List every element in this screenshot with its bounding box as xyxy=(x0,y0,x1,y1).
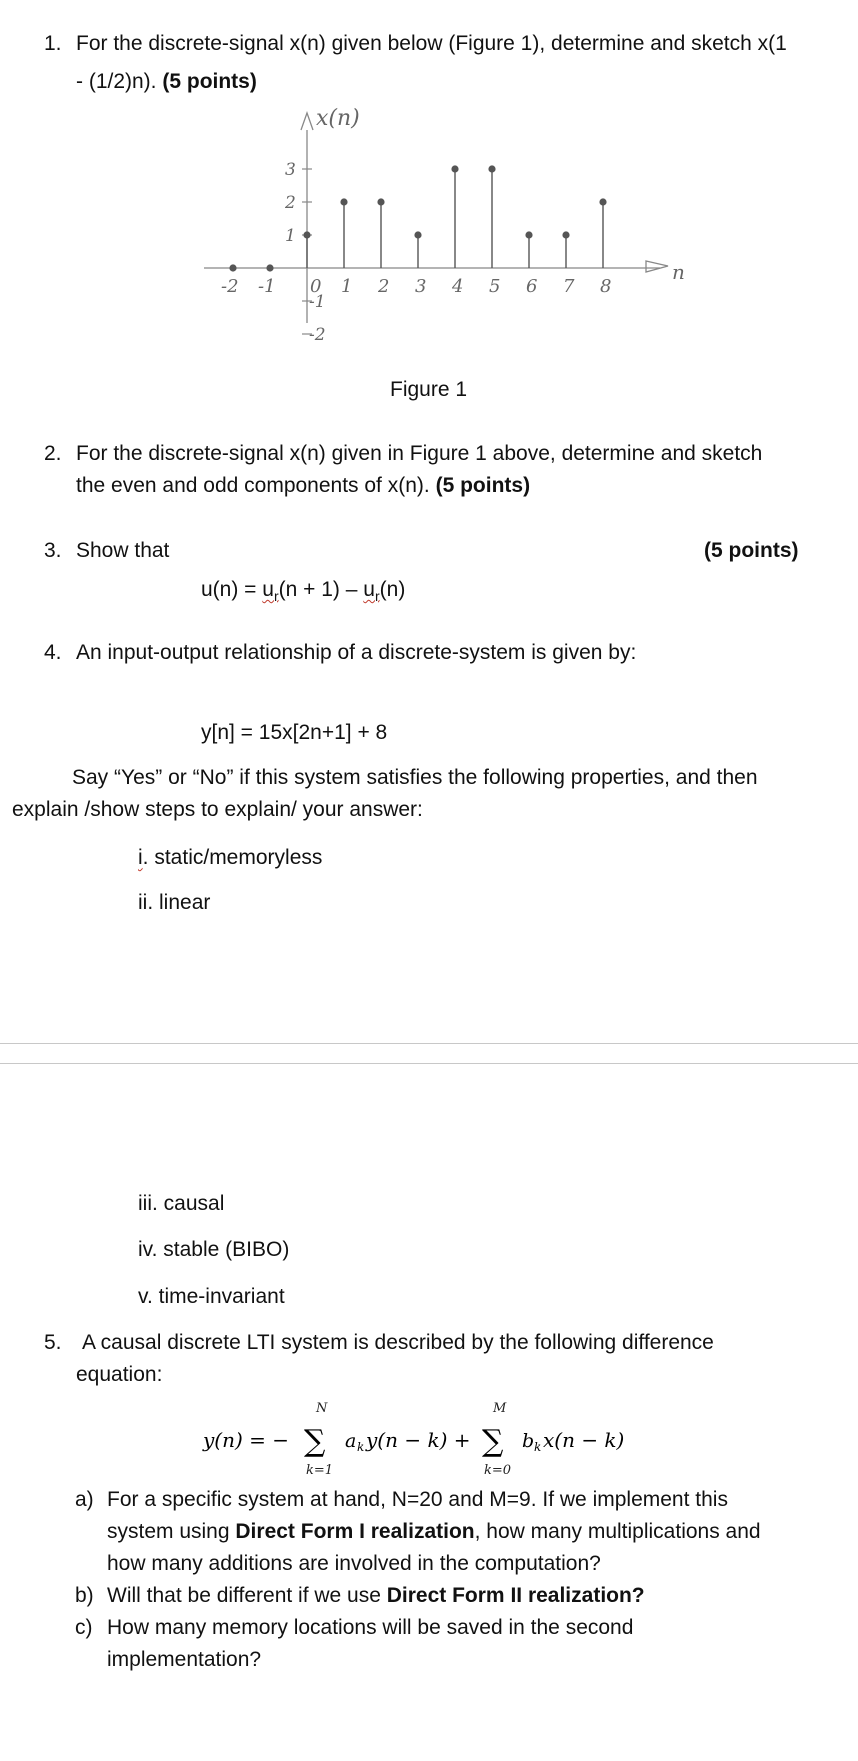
eq-term2-sub: k xyxy=(534,1440,542,1454)
q3-eq-sub1: r xyxy=(273,588,279,605)
eq-term2-rest: x(n − k) xyxy=(543,1428,625,1452)
q5a-text-line1: For a specific system at hand, N=20 and M=9. If we implement this xyxy=(107,1488,728,1511)
q4-say-line1: Say “Yes” or “No” if this system satisfies the following properties, and then xyxy=(72,766,758,789)
q3-number: 3. xyxy=(44,539,62,562)
q4-prop-v: v. time-invariant xyxy=(138,1285,285,1308)
y-tick-label: 2 xyxy=(285,193,296,213)
page-break-bottom-rule xyxy=(0,1063,858,1064)
eq-sigma-1: ∑ xyxy=(304,1424,326,1459)
q2-points: (5 points) xyxy=(435,474,531,497)
figure-1-signal-plot xyxy=(190,95,730,370)
x-tick-label: 2 xyxy=(378,276,390,297)
eq-term2-b: b xyxy=(522,1430,535,1452)
signal-sample-dot xyxy=(340,198,347,205)
signal-sample-dot xyxy=(451,165,458,172)
q2-text-line2: the even and odd components of x(n). xyxy=(76,474,436,497)
q5c-text-line1: How many memory locations will be saved in the second xyxy=(107,1616,634,1639)
q3-eq-ur-2 xyxy=(363,578,380,605)
q3-eq-u1: u xyxy=(262,578,274,601)
q1-text-line1: For the discrete-signal x(n) given below (Figure 1), determine and sketch x(1 xyxy=(76,32,787,55)
q4-prop-i xyxy=(138,842,322,874)
eq-sum1-lower: k=1 xyxy=(306,1463,334,1478)
y-tick-group xyxy=(284,160,326,345)
q3-eq-c: (n + 1) – xyxy=(278,578,364,601)
x-tick-label: 4 xyxy=(452,276,464,297)
q5b-pre: Will that be different if we use xyxy=(107,1584,387,1607)
x-tick-label: 3 xyxy=(415,276,427,297)
q3-eq-sub2: r xyxy=(374,588,380,605)
q5-number: 5. xyxy=(44,1331,62,1354)
q5b-bold: Direct Form II realization? xyxy=(386,1584,645,1607)
q5c-line1 xyxy=(75,1612,633,1644)
q2-line1 xyxy=(44,438,762,470)
signal-stems xyxy=(229,165,606,271)
figure-caption: Figure 1 xyxy=(390,378,468,401)
q5a-line2-pre: system using xyxy=(107,1520,236,1543)
hand-label-xn: x(n) xyxy=(316,106,360,131)
x-tick-label: 8 xyxy=(600,276,612,297)
q3-line xyxy=(44,535,169,567)
q4-prop-i-text: . static/memoryless xyxy=(142,846,323,869)
q2-number: 2. xyxy=(44,442,62,465)
x-tick-label: -1 xyxy=(258,276,276,297)
q1-line2 xyxy=(76,66,257,98)
axis-var-n: n xyxy=(672,260,685,284)
eq-sum1-upper: N xyxy=(316,1401,328,1416)
x-tick-group xyxy=(221,276,611,297)
x-tick-label: 6 xyxy=(526,276,538,297)
signal-sample-dot xyxy=(599,198,606,205)
q5a-line2 xyxy=(107,1516,761,1548)
q3-eq-e: (n) xyxy=(379,578,406,601)
q5a-line1 xyxy=(75,1484,728,1516)
x-tick-label: 5 xyxy=(489,276,501,297)
q5a-label: a) xyxy=(75,1488,94,1511)
eq-sum2-lower: k=0 xyxy=(484,1463,512,1478)
q3-eq-a: u(n) = xyxy=(201,578,263,601)
y-tick-label: -1 xyxy=(309,292,326,312)
eq-lhs: y(n) = − xyxy=(203,1428,290,1452)
difference-equation xyxy=(195,1396,655,1480)
q4-prop-iv: iv. stable (BIBO) xyxy=(138,1238,290,1261)
q4-equation: y[n] = 15x[2n+1] + 8 xyxy=(201,721,388,744)
q5-text-line1: A causal discrete LTI system is described by the following difference xyxy=(82,1331,714,1354)
q5a-line2-bold: Direct Form I realization xyxy=(235,1520,475,1543)
x-tick-label: 0 xyxy=(310,276,322,297)
q2-line2 xyxy=(76,470,530,502)
q3-points xyxy=(704,535,799,567)
q2-text-line1: For the discrete-signal x(n) given in Figure 1 above, determine and sketch xyxy=(76,442,763,465)
q3-text: Show that xyxy=(76,539,170,562)
eq-term1-rest: y(n − k) + xyxy=(366,1428,471,1452)
q4-prop-iii: iii. causal xyxy=(138,1192,225,1215)
q5a-line3: how many additions are involved in the computation? xyxy=(107,1552,601,1575)
q5c-label: c) xyxy=(75,1616,93,1639)
q1-text-line2: - (1/2)n). xyxy=(76,70,163,93)
x-tick-label: -2 xyxy=(221,276,239,297)
eq-sigma-2: ∑ xyxy=(482,1424,504,1459)
signal-sample-dot xyxy=(266,264,273,271)
q5-text-line2: equation: xyxy=(76,1363,163,1386)
signal-sample-dot xyxy=(229,264,236,271)
y-tick-label: 3 xyxy=(285,160,296,180)
q4-line xyxy=(44,637,636,669)
q1-points: (5 points) xyxy=(162,70,257,93)
eq-term1-sub: k xyxy=(357,1440,365,1454)
x-tick-label: 7 xyxy=(563,276,575,297)
q3-points-label: (5 points) xyxy=(704,539,799,562)
signal-sample-dot xyxy=(414,231,421,238)
amplitude-axis-arrow xyxy=(301,113,313,130)
q4-say-line2: explain /show steps to explain/ your answer: xyxy=(12,798,423,821)
page-break-top-rule xyxy=(0,1043,858,1044)
q3-equation xyxy=(201,574,405,612)
q1-line1 xyxy=(44,28,787,60)
q5c-line2: implementation? xyxy=(107,1648,262,1671)
q3-eq-ur-1 xyxy=(262,578,279,605)
signal-sample-dot xyxy=(562,231,569,238)
q5b-label: b) xyxy=(75,1584,94,1607)
y-tick-label: -2 xyxy=(309,325,326,345)
q5a-line2-post: , how many multiplications and xyxy=(474,1520,761,1543)
q4-number: 4. xyxy=(44,641,62,664)
q4-prop-ii: ii. linear xyxy=(138,891,211,914)
eq-sum2-upper: M xyxy=(493,1401,507,1416)
x-tick-label: 1 xyxy=(341,276,353,297)
signal-sample-dot xyxy=(303,231,310,238)
q3-eq-u2: u xyxy=(363,578,375,601)
signal-sample-dot xyxy=(525,231,532,238)
signal-sample-dot xyxy=(377,198,384,205)
q4-prop-i-num: i xyxy=(138,846,143,869)
n-axis-arrow xyxy=(646,261,668,272)
q5b-line xyxy=(75,1580,645,1612)
q4-text: An input-output relationship of a discrete-system is given by: xyxy=(76,641,637,664)
eq-term1-a: a xyxy=(345,1430,357,1452)
q1-number: 1. xyxy=(44,32,62,55)
y-tick-label: 1 xyxy=(285,226,296,246)
q5-line1 xyxy=(44,1327,714,1359)
signal-sample-dot xyxy=(488,165,495,172)
